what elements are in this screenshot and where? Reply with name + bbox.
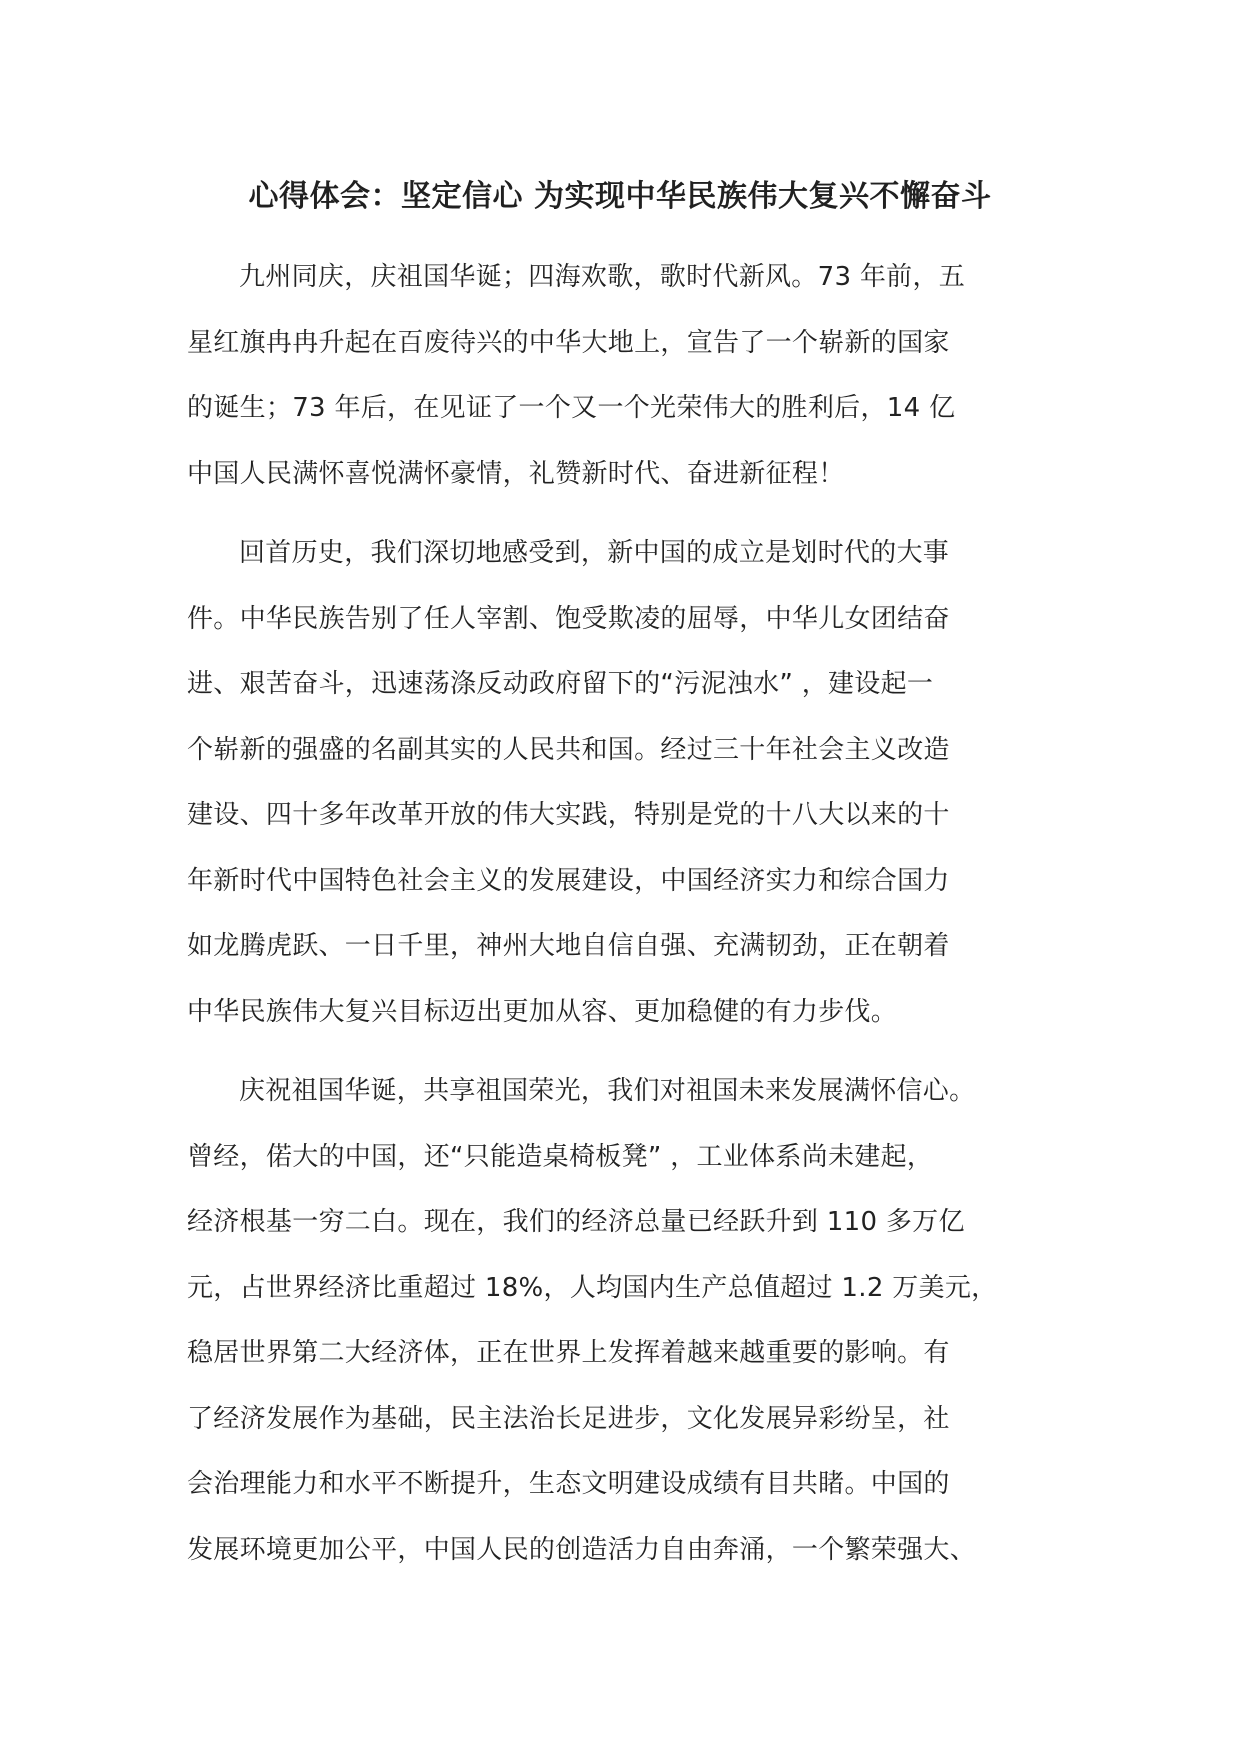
text-line: 九州同庆，庆祖国华诞；四海欢歌，歌时代新风。73 年前，五: [239, 262, 966, 292]
text-line: 回首历史，我们深切地感受到，新中国的成立是划时代的大事: [239, 538, 950, 568]
text-line: 星红旗冉冉升起在百废待兴的中华大地上，宣告了一个崭新的国家: [187, 327, 950, 358]
text-line: 建设、四十多年改革开放的伟大实践，特别是党的十八大以来的十: [187, 800, 950, 830]
text-line: 件。中华民族告别了任人宰割、饱受欺凌的屈辱，中华儿女团结奋: [187, 603, 950, 634]
text-line: 经济根基一穷二白。现在，我们的经济总量已经跃升到 110 多万亿: [187, 1207, 965, 1237]
text-line: 年新时代中国特色社会主义的发展建设，中国经济实力和综合国力: [187, 865, 950, 896]
text-line: 如龙腾虎跃、一日千里，神州大地自信自强、充满韧劲，正在朝着: [187, 931, 950, 961]
text-line: 进、艰苦奋斗，迅速荡涤反动政府留下的“污泥浊水” ，建设起一: [187, 669, 934, 699]
text-line: 的诞生；73 年后，在见证了一个又一个光荣伟大的胜利后，14 亿: [187, 393, 956, 423]
text-line: 中国人民满怀喜悦满怀豪情，礼赞新时代、奋进新征程！: [187, 458, 845, 489]
text-line: 稳居世界第二大经济体，正在世界上发挥着越来越重要的影响。有: [187, 1338, 950, 1368]
text-line: 了经济发展作为基础，民主法治长足进步，文化发展异彩纷呈，社: [187, 1403, 950, 1434]
paragraph-2: [187, 521, 1067, 1045]
document-body: [187, 245, 1067, 1597]
text-line: 中华民族伟大复兴目标迈出更加从容、更加稳健的有力步伐。: [187, 996, 898, 1027]
text-line: 庆祝祖国华诞，共享祖国荣光，我们对祖国未来发展满怀信心。: [239, 1076, 976, 1106]
text-line: 元，占世界经济比重超过 18%，人均国内生产总值超过 1.2 万美元，: [187, 1272, 998, 1303]
paragraph-3: [187, 1059, 1067, 1583]
document-title: 心得体会：坚定信心 为实现中华民族伟大复兴不懈奋斗: [248, 179, 992, 214]
text-line: 个崭新的强盛的名副其实的人民共和国。经过三十年社会主义改造: [187, 734, 950, 765]
paragraph-1: [187, 245, 1067, 507]
text-line: 曾经，偌大的中国，还“只能造桌椅板凳” ，工业体系尚未建起，: [187, 1141, 934, 1172]
text-line: 发展环境更加公平，中国人民的创造活力自由奔涌，一个繁荣强大、: [187, 1534, 977, 1565]
text-line: 会治理能力和水平不断提升，生态文明建设成绩有目共睹。中国的: [187, 1469, 950, 1499]
